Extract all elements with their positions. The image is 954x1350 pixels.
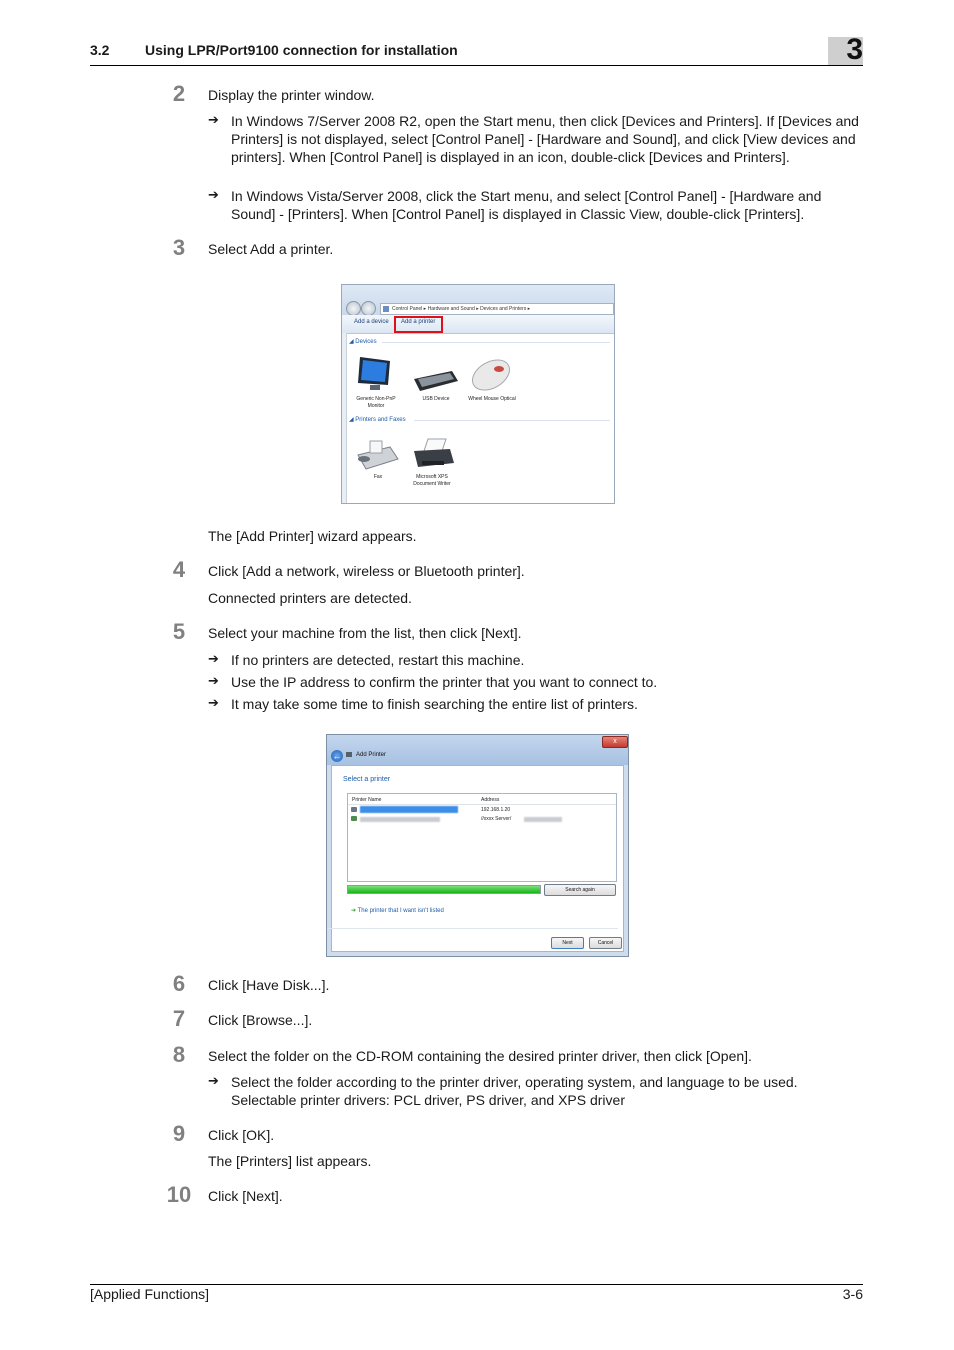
step-number-8: 8: [172, 1042, 186, 1067]
step-5-sub-2: Use the IP address to confirm the printer that you want to connect to.: [231, 674, 658, 690]
step-number-6: 6: [172, 971, 186, 996]
header-rule: [90, 65, 863, 66]
printers-heading: ◢ Printers and Faxes: [349, 417, 406, 423]
step-number-10: 10: [166, 1182, 192, 1207]
network-printer-icon: [351, 816, 357, 821]
printer-icon: [410, 437, 456, 473]
printer-not-listed-link: ➔ The printer that I want isn't listed: [351, 908, 444, 914]
printer-xps: Microsoft XPS Document Writer: [413, 474, 451, 487]
step-number-2: 2: [172, 81, 186, 106]
step-2-sub-1: In Windows 7/Server 2008 R2, open the Start menu, then click [Devices and Printers]. If [Devices and Printers] is not displayed, select [Control Panel] - [Hardware and Sound], and click [View devices and printers]. When [Control Panel] is displayed in an icon, double-click [Devices and Printers].: [231, 113, 859, 165]
row-1-address: 192.168.1.20: [481, 807, 511, 813]
arrow-icon: ➔: [208, 112, 219, 127]
arrow-icon: ➔: [208, 187, 219, 202]
footer-left: [Applied Functions]: [90, 1286, 210, 1302]
scrollbar: [342, 333, 347, 503]
selected-row-name-redacted: [360, 806, 458, 813]
step-10-text: Click [Next].: [208, 1188, 283, 1204]
address-area: [342, 285, 614, 315]
step-3-text: Select Add a printer.: [208, 241, 334, 257]
section-number: 3.2: [90, 42, 110, 58]
breadcrumb: Control Panel ▸ Hardware and Sound ▸ Devices and Printers ▸: [392, 306, 531, 312]
row-2-address-redacted: [524, 817, 562, 822]
back-icon: [346, 301, 361, 316]
search-progress-fill: [348, 886, 540, 893]
step-5-sub-3: It may take some time to finish searching the entire list of printers.: [231, 696, 638, 712]
arrow-icon: ➔: [208, 651, 219, 666]
devices-and-printers-screenshot: [341, 284, 615, 504]
step-2-text: Display the printer window.: [208, 87, 375, 103]
mouse-icon: [469, 353, 515, 395]
divider: [382, 342, 610, 343]
step-number-7: 7: [172, 1006, 186, 1031]
row-2-address: //xxxx Server/: [481, 816, 512, 822]
usb-device-icon: [412, 367, 460, 393]
divider: [414, 420, 610, 421]
row-2-name-redacted: [360, 817, 440, 822]
step-3-result: The [Add Printer] wizard appears.: [208, 528, 417, 544]
next-button: Next: [551, 937, 584, 949]
step-6-text: Click [Have Disk...].: [208, 977, 330, 993]
arrow-icon: ➔: [208, 695, 219, 710]
add-printer-screenshot: [326, 734, 629, 957]
page-number: 3-6: [842, 1286, 863, 1302]
printer-fax: Fax: [373, 474, 383, 480]
step-4-result: Connected printers are detected.: [208, 590, 412, 606]
printer-small-icon: [346, 752, 352, 757]
dialog-title: Add Printer: [356, 752, 387, 758]
step-2-sub-2: In Windows Vista/Server 2008, click the Start menu, and select [Control Panel] - [Hardware and Sound] - [Printers]. When [Control Panel] is displayed in Classic View, double-click [Printers].: [231, 188, 822, 222]
printer-row-icon: [351, 807, 357, 812]
chapter-number: 3: [846, 33, 863, 66]
step-number-9: 9: [172, 1121, 186, 1146]
step-9-result: The [Printers] list appears.: [208, 1153, 372, 1169]
devices-heading: ◢ Devices: [349, 339, 377, 345]
step-5-text: Select your machine from the list, then click [Next].: [208, 625, 522, 641]
add-device-button: Add a device: [354, 319, 389, 325]
monitor-icon: [356, 355, 396, 393]
step-8-text: Select the folder on the CD-ROM containing the desired printer driver, then click [Open].: [208, 1048, 752, 1064]
dialog-titlebar: [327, 735, 628, 765]
column-printer-name: Printer Name: [352, 797, 382, 803]
step-5-sub-1: If no printers are detected, restart this machine.: [231, 652, 525, 668]
address-bar: [380, 303, 614, 315]
device-wheel-mouse: Wheel Mouse Optical: [468, 396, 516, 402]
step-7-text: Click [Browse...].: [208, 1012, 313, 1028]
toolbar: [342, 315, 614, 334]
close-button: x: [602, 736, 628, 748]
device-usb: USB Device: [422, 396, 450, 402]
step-9-text: Click [OK].: [208, 1127, 275, 1143]
arrow-icon: ➔: [208, 1073, 219, 1088]
section-title: Using LPR/Port9100 connection for installation: [145, 42, 458, 58]
fax-icon: [354, 437, 400, 473]
select-printer-heading: Select a printer: [343, 776, 391, 783]
add-printer-button: Add a printer: [401, 319, 436, 325]
divider: [327, 928, 618, 929]
step-4-text: Click [Add a network, wireless or Bluetooth printer].: [208, 563, 525, 579]
search-again-button: Search again: [544, 884, 616, 896]
printer-list: [347, 793, 617, 882]
step-8-sub-1: Select the folder according to the printer driver, operating system, and language to be used. Selectable printer drivers: PCL driver, PS driver, and XPS driver: [231, 1074, 798, 1108]
arrow-icon: ➔: [208, 673, 219, 688]
cancel-button: Cancel: [589, 937, 622, 949]
step-number-4: 4: [172, 557, 186, 582]
highlight-box: [394, 316, 443, 333]
green-arrow-icon: ➔: [351, 908, 357, 914]
forward-icon: [361, 301, 376, 316]
control-panel-icon: [383, 306, 389, 312]
divider: [348, 804, 616, 805]
footer-rule: [90, 1284, 863, 1285]
search-progress-bar: [347, 885, 541, 894]
step-number-3: 3: [172, 235, 186, 260]
device-generic-monitor: Generic Non-PnP Monitor: [356, 396, 396, 409]
back-arrow-icon: ←: [332, 751, 342, 761]
column-address: Address: [481, 797, 500, 803]
step-number-5: 5: [172, 619, 186, 644]
